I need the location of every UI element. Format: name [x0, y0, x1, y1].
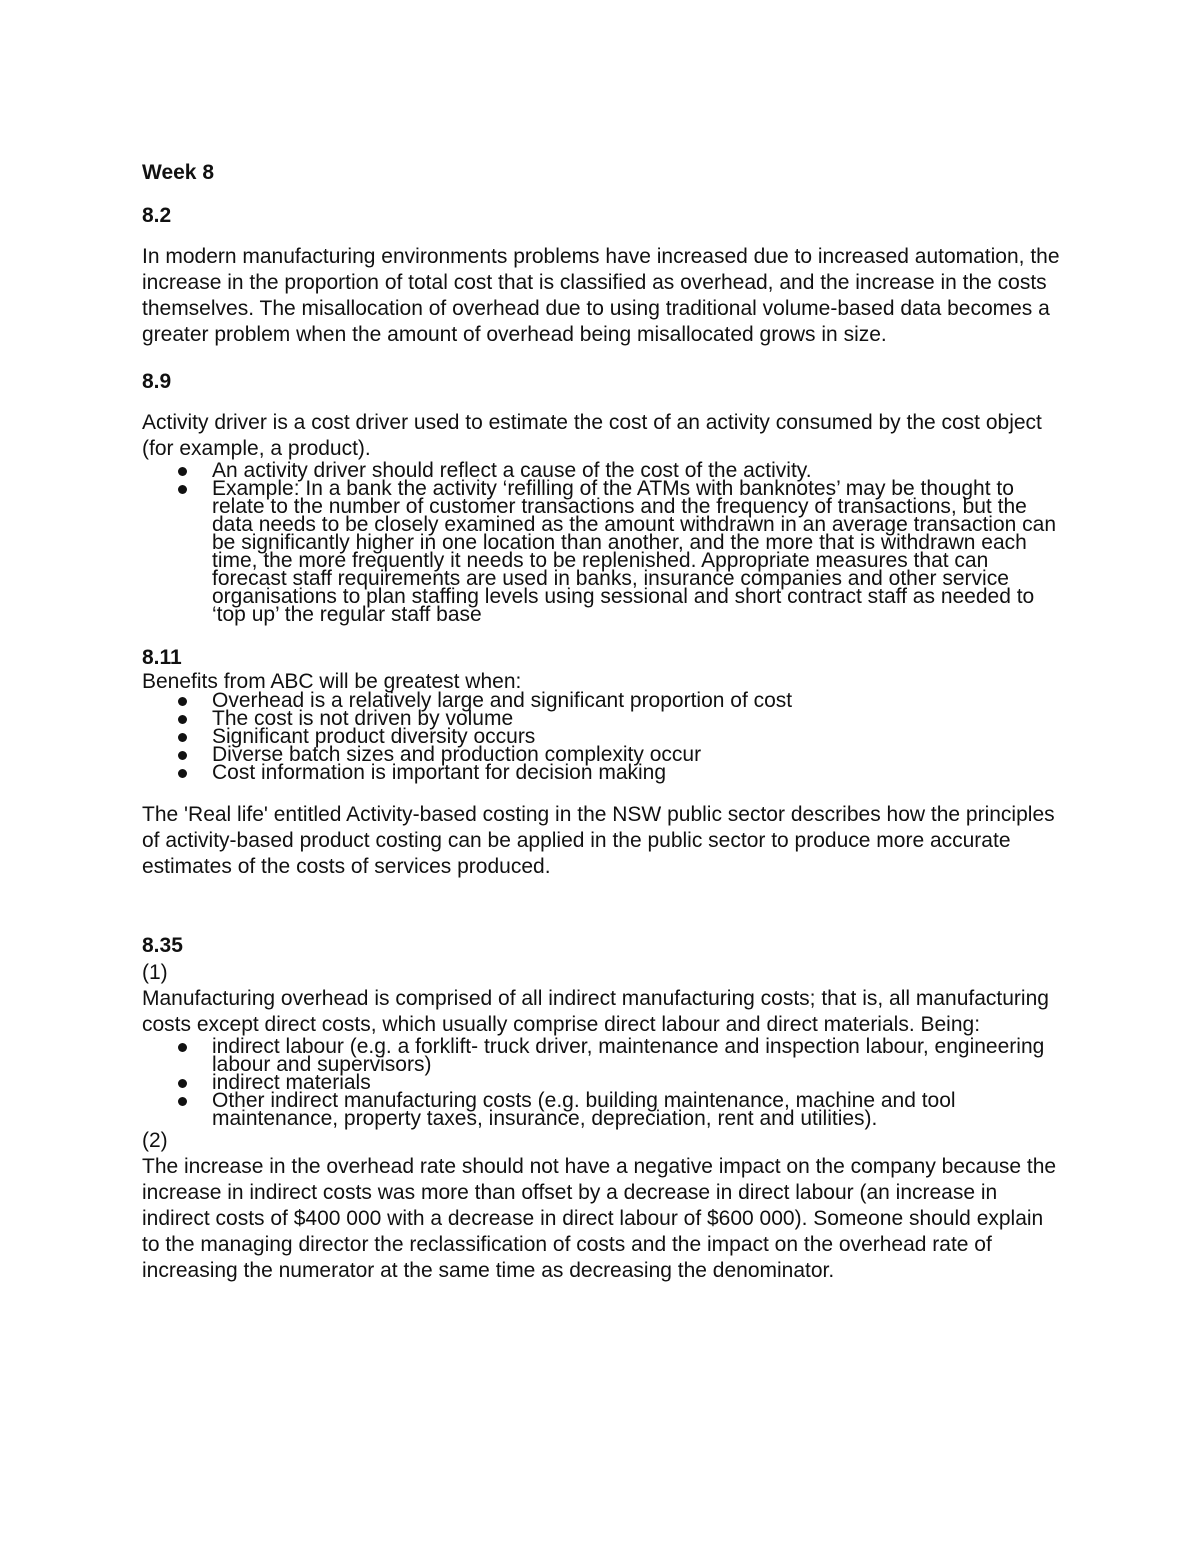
document-page	[142, 158, 1062, 1284]
section-8-2-paragraph: In modern manufacturing environments problems have increased due to increased automation, the increase in the proportion of total cost that is classified as overhead, and the increase in the costs themselves. The misallocation of overhead due to using traditional volume-based data becomes a greater problem when the amount of overhead being misallocated grows in size.	[142, 245, 1060, 346]
list-item-text: Other indirect manufacturing costs (e.g. building maintenance, machine and tool maintenance, property taxes, insurance, depreciation, rent and utilities).	[212, 1089, 956, 1130]
section-8-11-paragraph: The 'Real life' entitled Activity-based costing in the NSW public sector describes how the principles of activity-based product costing can be applied in the public sector to produce more accurate estimates of the costs of services produced.	[142, 803, 1055, 878]
section-heading-8-11: 8.11	[142, 646, 182, 669]
bullet-icon	[178, 697, 187, 706]
bullet-icon	[178, 733, 187, 742]
list-item-text: indirect labour (e.g. a forklift- truck driver, maintenance and inspection labour, engineering labour and supervisors)	[212, 1035, 1045, 1076]
section-8-35-bullet-list	[142, 1035, 1062, 1130]
section-8-9-bullet-list	[142, 459, 1062, 626]
section-heading-8-9: 8.9	[142, 370, 172, 393]
section-heading-8-35: 8.35	[142, 934, 183, 957]
part-1-label: (1)	[142, 961, 168, 984]
section-8-11-intro: Benefits from ABC will be greatest when:	[142, 670, 522, 693]
bullet-icon	[178, 715, 187, 724]
part-2-label: (2)	[142, 1129, 168, 1152]
section-8-11-bullet-list	[142, 689, 1062, 784]
list-item-text: An activity driver should reflect a cause of the cost of the activity.	[212, 459, 812, 482]
list-item-text: The cost is not driven by volume	[212, 707, 514, 730]
bullet-icon	[178, 467, 187, 476]
list-item-text: Cost information is important for decision making	[212, 761, 667, 784]
section-8-35-part-1-paragraph: Manufacturing overhead is comprised of all indirect manufacturing costs; that is, all manufacturing costs except direct costs, which usually comprise direct labour and direct materials. Being:	[142, 987, 1049, 1036]
list-item-text: Significant product diversity occurs	[212, 725, 536, 748]
section-heading-8-2: 8.2	[142, 204, 172, 227]
list-item-text: Diverse batch sizes and production complexity occur	[212, 743, 702, 766]
bullet-icon	[178, 751, 187, 760]
list-item-text: Example: In a bank the activity ‘refilling of the ATMs with banknotes’ may be thought to relate to the number of customer transactions and the frequency of transactions, but the data needs to be closely examined as the amount withdrawn in an average transaction can be significantly higher in one location than another, and the more that is withdrawn each time, the more frequently it needs to be replenished. Appropriate measures that can forecast staff requirements are used in banks, insurance companies and other service organisations to plan staffing levels using sessional and short contract staff as needed to ‘top up’ the regular staff base	[212, 477, 1057, 626]
list-item	[142, 1089, 1062, 1130]
bullet-icon	[178, 769, 187, 778]
bullet-icon	[178, 485, 187, 494]
document-title: Week 8	[142, 161, 214, 184]
list-item-text: indirect materials	[212, 1071, 371, 1094]
list-item	[142, 1035, 1062, 1076]
bullet-icon	[178, 1079, 187, 1088]
list-item	[142, 477, 1062, 626]
bullet-icon	[178, 1043, 187, 1052]
section-8-35-part-2-paragraph: The increase in the overhead rate should not have a negative impact on the company because the increase in indirect costs was more than offset by a decrease in direct labour (an increase in indirect costs of $400 000 with a decrease in direct labour of $600 000). Someone should explain to the managing director the reclassification of costs and the impact on the overhead rate of increasing the numerator at the same time as decreasing the denominator.	[142, 1155, 1057, 1282]
list-item	[142, 761, 1062, 784]
section-8-9-paragraph: Activity driver is a cost driver used to estimate the cost of an activity consumed by the cost object (for example, a product).	[142, 411, 1042, 460]
bullet-icon	[178, 1097, 187, 1106]
list-item-text: Overhead is a relatively large and significant proportion of cost	[212, 689, 793, 712]
